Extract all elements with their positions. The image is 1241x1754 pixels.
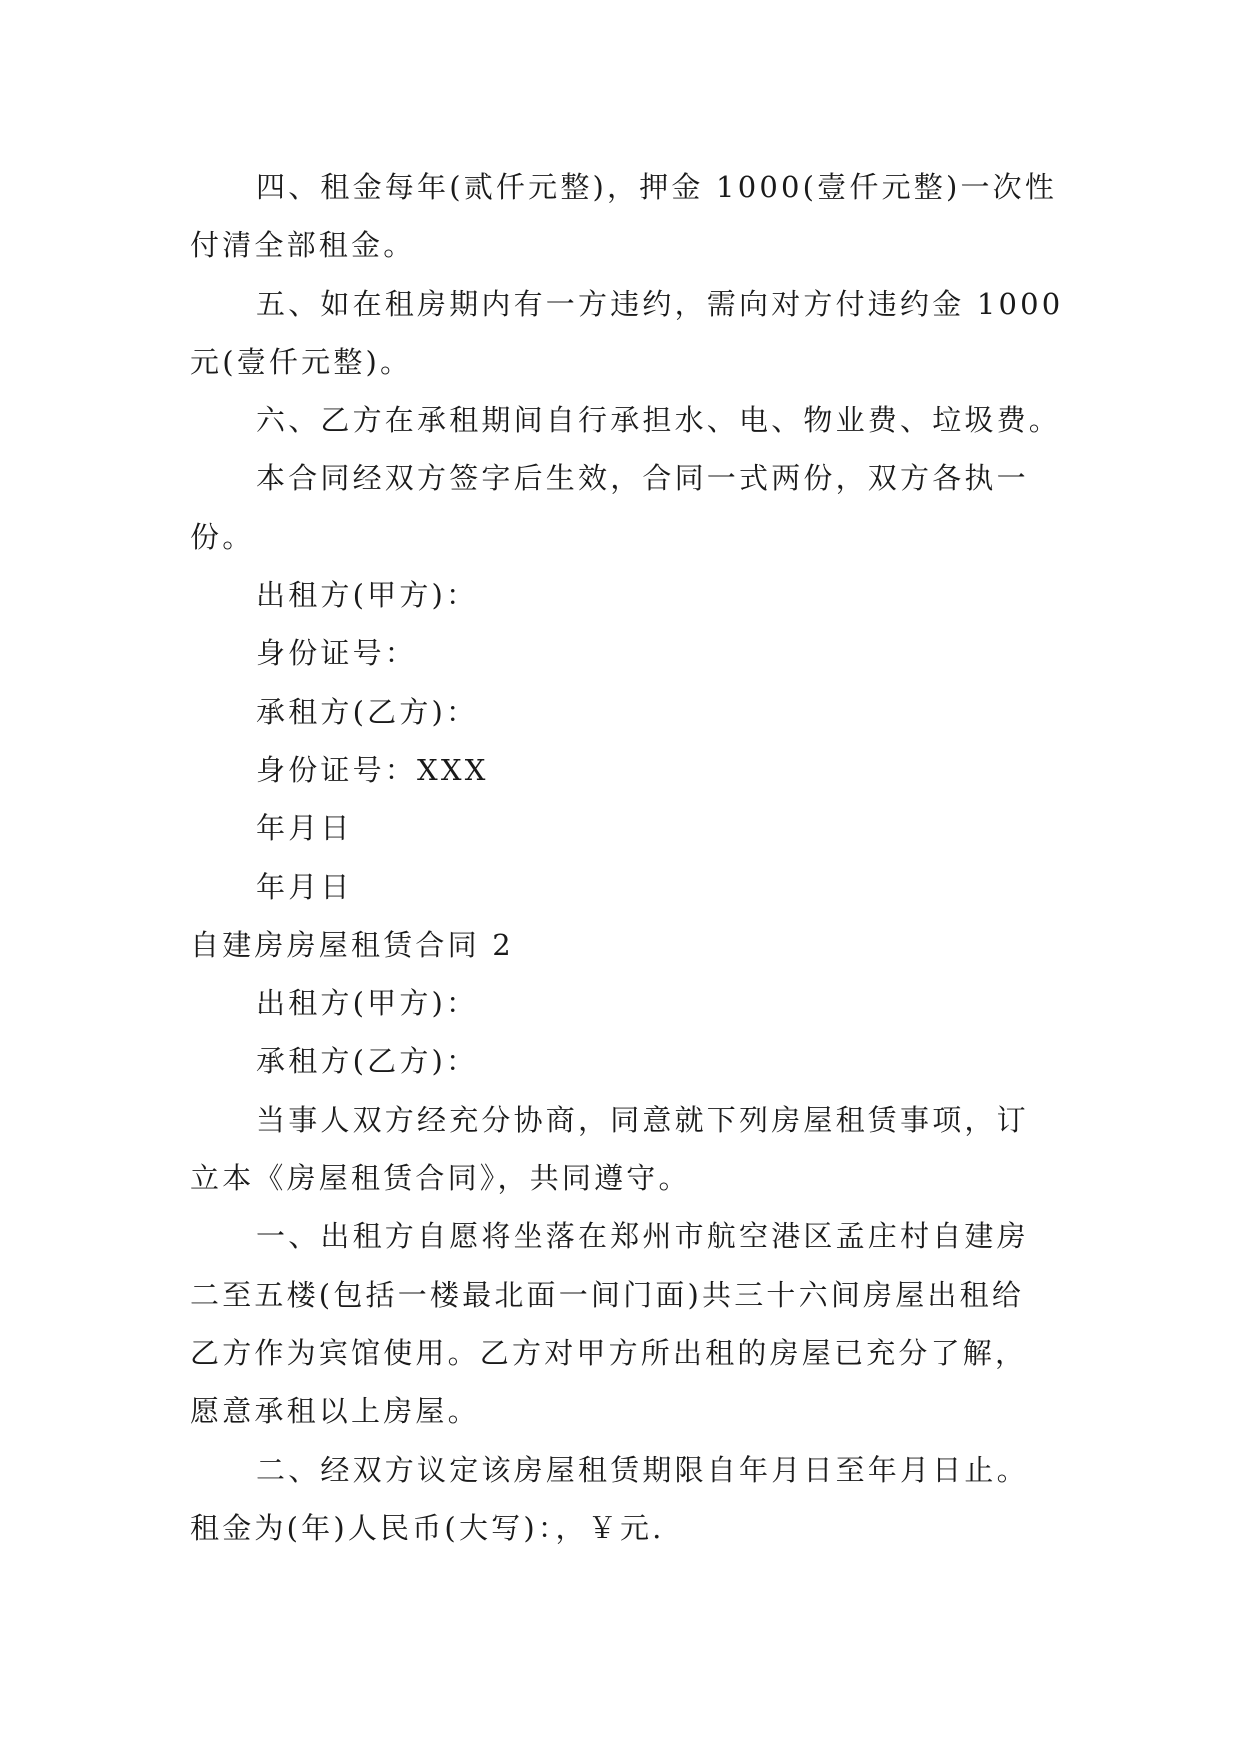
preamble-line-2: 立本《房屋租赁合同》，共同遵守。 [190, 1161, 691, 1196]
contract-2-lessor-label: 出租方(甲方)： [256, 986, 479, 1021]
date-line-1: 年月日 [256, 811, 353, 846]
date-line-2: 年月日 [256, 869, 353, 904]
clause-6: 六、乙方在承租期间自行承担水、电、物业费、垃圾费。 [256, 403, 1062, 438]
lessor-id-label: 身份证号： [256, 636, 418, 671]
lessee-signature-label: 承租方(乙方)： [256, 694, 479, 729]
clause-1-line-1: 一、出租方自愿将坐落在郑州市航空港区孟庄村自建房 [256, 1219, 1029, 1254]
contract-2-title: 自建房房屋租赁合同 2 [190, 927, 514, 962]
clause-1-line-3: 乙方作为宾馆使用。乙方对甲方所出租的房屋已充分了解， [190, 1335, 1028, 1370]
clause-1-line-4: 愿意承租以上房屋。 [190, 1394, 480, 1429]
clause-5-line-2: 元(壹仟元整)。 [190, 344, 413, 379]
document-body [190, 158, 1070, 1557]
clause-2-line-1: 二、经双方议定该房屋租赁期限自年月日至年月日止。 [256, 1452, 1029, 1487]
contract-2-lessee-label: 承租方(乙方)： [256, 1044, 479, 1079]
effect-clause-line-2: 份。 [190, 519, 255, 554]
lessor-signature-label: 出租方(甲方)： [256, 578, 479, 613]
clause-2-line-2: 租金为(年)人民币(大写)：，￥元. [190, 1510, 665, 1545]
clause-4-line-1: 四、租金每年(贰仟元整)，押金 1000(壹仟元整)一次性 [256, 170, 1058, 204]
clause-1-line-2: 二至五楼(包括一楼最北面一间门面)共三十六间房屋出租给 [190, 1277, 1025, 1312]
preamble-line-1: 当事人双方经充分协商，同意就下列房屋租赁事项，订 [256, 1102, 1029, 1137]
lessee-id-label: 身份证号：XXX [256, 752, 489, 787]
clause-5-line-1: 五、如在租房期内有一方违约，需向对方付违约金 1000 [256, 286, 1064, 321]
effect-clause-line-1: 本合同经双方签字后生效，合同一式两份，双方各执一 [256, 461, 1029, 496]
clause-4-line-2: 付清全部租金。 [190, 228, 416, 263]
